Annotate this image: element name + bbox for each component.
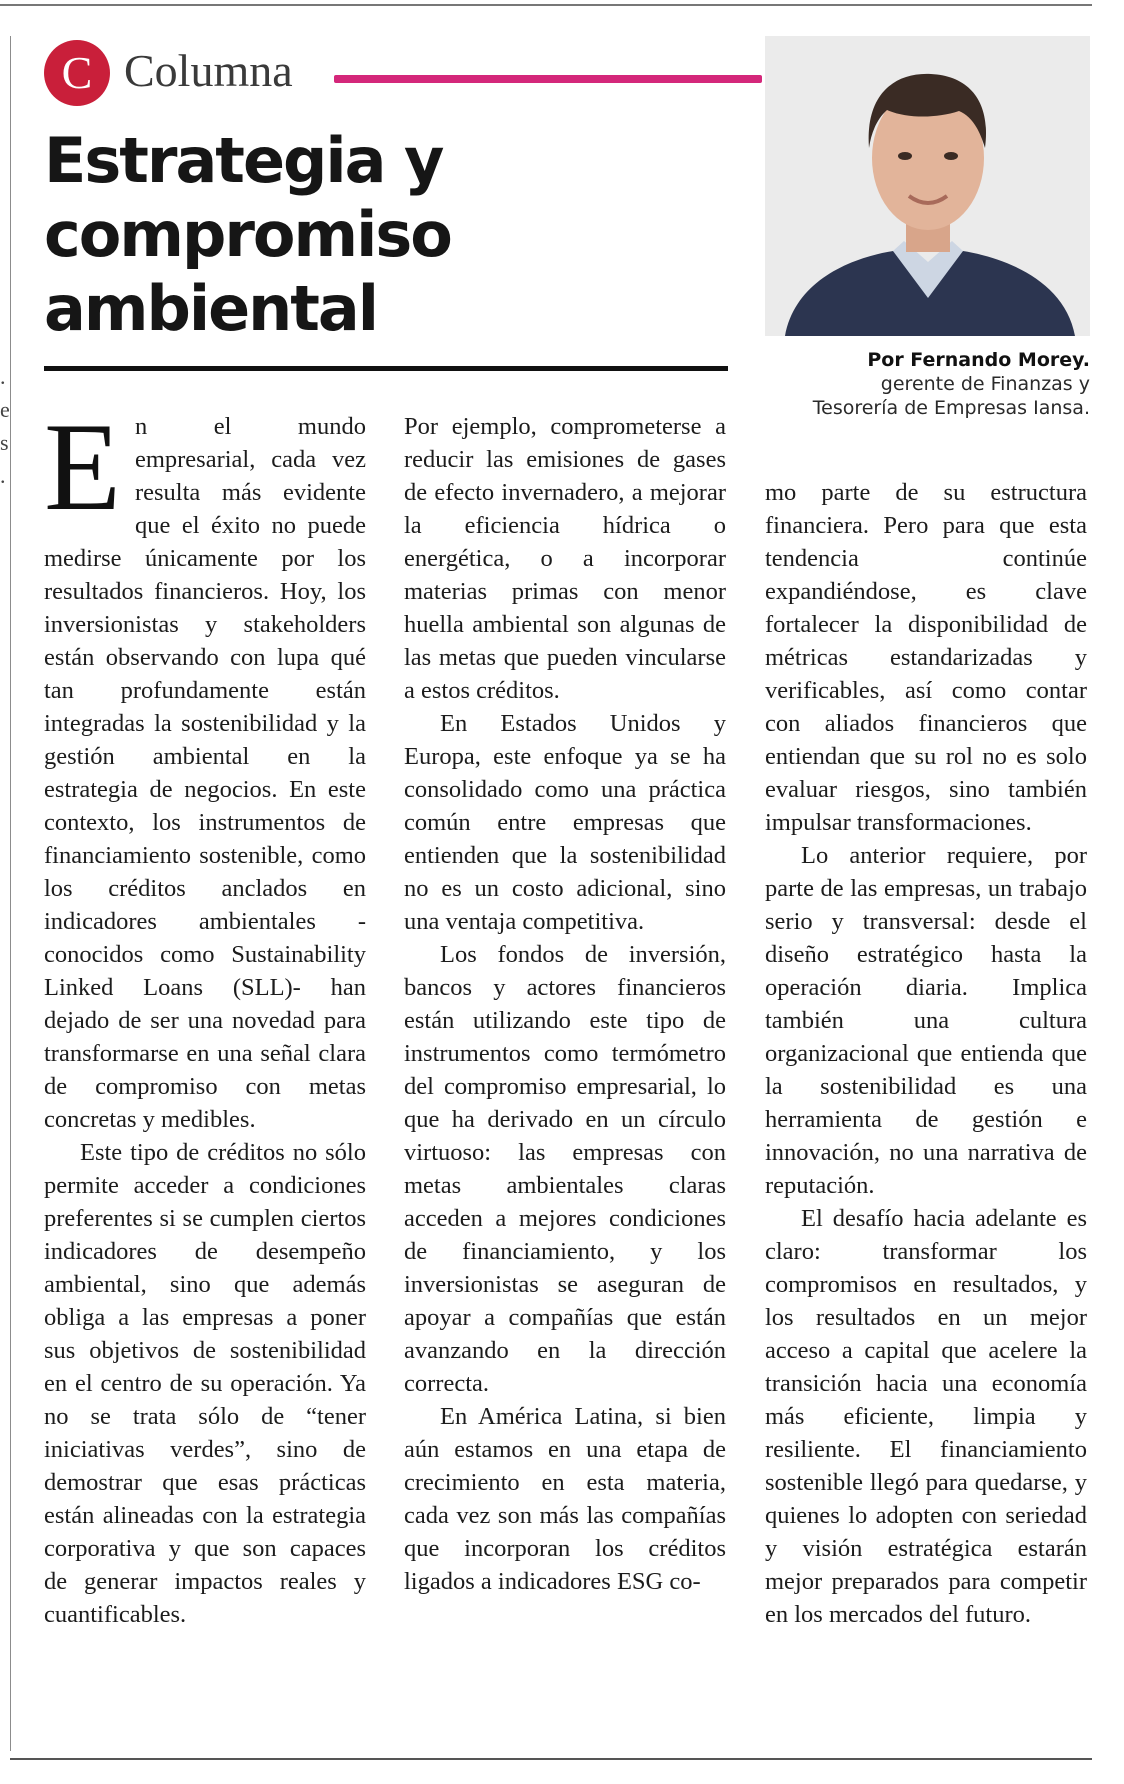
drop-cap: E — [44, 398, 121, 537]
article-paragraph: mo parte de su estructura financiera. Pero para que esta tendencia continúe expandiéndose, es clave fortalecer la disponibilidad de métricas estandarizadas y verificables, así como contar con aliados financieros que entiendan que su rol no es solo evaluar riesgos, sino también impulsar transformaciones. — [765, 479, 1087, 836]
headline-rule — [44, 366, 728, 371]
article-paragraph: El desafío hacia adelante es claro: transformar los compromisos en resultados, y los resultados en un mejor acceso a capital que acelere la transición hacia una economía más eficiente, limpia y resiliente. El financiamiento sostenible llegó para quedarse, y quienes lo adopten con seriedad y visión estratégica estarán mejor preparados para competir en los mercados del futuro. — [765, 1205, 1087, 1628]
adjacent-column-fragments — [0, 360, 8, 492]
headline — [44, 124, 734, 346]
bottom-rule — [10, 1758, 1092, 1760]
headline-line: compromiso — [44, 198, 451, 271]
edge-fragment: . — [0, 463, 6, 488]
article-paragraph: Este tipo de créditos no sólo permite acceder a condiciones preferentes si se cumplen ciertos indicadores de desempeño ambiental, sino que además obliga a las empresas a poner sus objetivos de sostenibilidad en el centro de su operación. Ya no se trata sólo de “tener iniciativas verdes”, sino de demostrar que esas prácticas están alineadas con la estrategia corporativa y que son capaces de generar impactos reales y cuantificables. — [44, 1139, 366, 1628]
article-column-1 — [44, 398, 366, 1631]
paragraph-text: n el mundo empresarial, cada vez resulta más evidente que el éxito no puede medirse únicamente por los resultados financieros. Hoy, los inversionistas y stakeholders están observando con lupa qué tan profundamente están integradas la sostenibilidad y la gestión ambiental en la estrategia de negocios. En este contexto, los instrumentos de financiamiento sostenible, como los créditos anclados en indicadores ambientales -conocidos como Sustainability Linked Loans (SLL)- han dejado de ser una novedad para transformarse en una señal clara de compromiso con metas concretas y medibles. — [44, 413, 366, 1133]
article-paragraph: Los fondos de inversión, bancos y actores financieros están utilizando este tipo de instrumentos como termómetro del compromiso empresarial, lo que ha derivado en un círculo virtuoso: las empresas con metas ambientales claras acceden a mejores condiciones de financiamiento, y los inversionistas se aseguran de apoyar a compañías que están avanzando en la dirección correcta. — [404, 941, 726, 1397]
section-badge: C — [44, 40, 110, 106]
article-column-3 — [765, 476, 1087, 1631]
article-column-2 — [404, 410, 726, 1598]
top-rule — [0, 4, 1092, 6]
author-name: Por Fernando Morey. — [867, 349, 1090, 371]
article-paragraph — [44, 398, 366, 1136]
headline-line: Estrategia y — [44, 124, 443, 197]
author-photo — [765, 36, 1090, 336]
author-portrait-illustration — [765, 36, 1090, 336]
headline-line: ambiental — [44, 272, 377, 345]
section-accent-rule — [334, 75, 762, 83]
edge-fragment: s — [0, 430, 9, 455]
author-role: gerente de Finanzas y — [880, 373, 1090, 395]
section-label: Columna — [124, 45, 293, 96]
article-paragraph: En Estados Unidos y Europa, este enfoque ya se ha consolidado como una práctica común entre empresas que entienden que la sostenibilidad no es un costo adicional, sino una ventaja competitiva. — [404, 710, 726, 935]
byline — [765, 348, 1090, 420]
article-paragraph: En América Latina, si bien aún estamos en una etapa de crecimiento en esta materia, cada vez son más las compañías que incorporan los créditos ligados a indicadores ESG co- — [404, 1403, 726, 1595]
edge-fragment: . — [0, 364, 6, 389]
article-paragraph: Lo anterior requiere, por parte de las empresas, un trabajo serio y transversal: desde el diseño estratégico hasta la operación diaria. Implica también una cultura organizacional que entienda que la sostenibilidad es una herramienta de gestión e innovación, no una narrativa de reputación. — [765, 842, 1087, 1199]
edge-fragment: e — [0, 397, 10, 422]
article-paragraph: Por ejemplo, comprometerse a reducir las emisiones de gases de efecto invernadero, a mejorar la eficiencia hídrica o energética, o a incorporar materias primas con menor huella ambiental son algunas de las metas que pueden vincularse a estos créditos. — [404, 413, 726, 704]
author-company: Tesorería de Empresas Iansa. — [812, 397, 1090, 419]
left-column-rule — [10, 36, 11, 1751]
